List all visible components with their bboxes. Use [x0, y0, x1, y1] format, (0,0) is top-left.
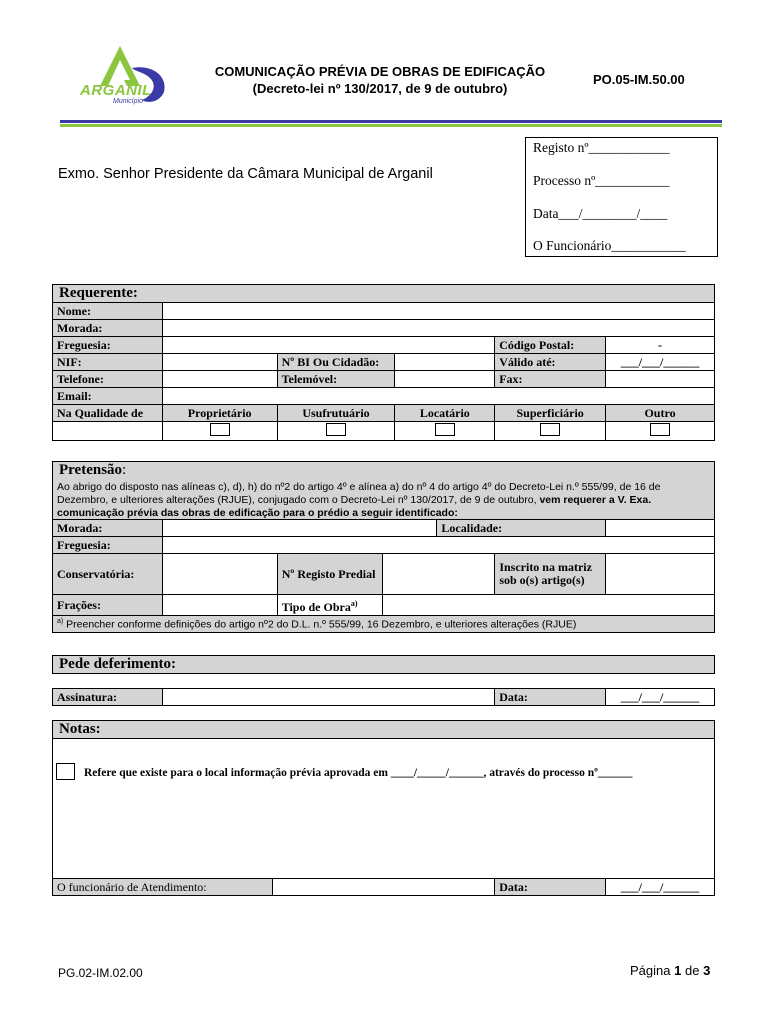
label-tipo-obra: Tipo de Obra [281, 600, 351, 614]
registry-box [525, 137, 718, 257]
label-morada: Morada: [53, 320, 163, 337]
note-sup: a) [57, 617, 64, 625]
document-code: PO.05-IM.50.00 [593, 72, 685, 87]
page-current: 1 [674, 963, 682, 978]
notas-table [52, 878, 715, 896]
pretensao-text-b: vem requerer a V. Exa. comunicação prévia das obras de edificação para o prédio a seguir identificado: [57, 494, 652, 519]
input-conservatoria[interactable] [162, 554, 277, 595]
header-divider-blue [60, 120, 722, 123]
input-telefone[interactable] [162, 371, 277, 388]
label-localidade: Localidade: [437, 520, 606, 537]
input-inscrito[interactable] [606, 554, 715, 595]
input-morada[interactable] [162, 320, 714, 337]
label-email: Email: [53, 388, 163, 405]
input-pret-morada[interactable] [162, 520, 436, 537]
input-fax[interactable] [606, 371, 715, 388]
input-funcionario[interactable] [272, 879, 495, 896]
page-prefix: Página [630, 963, 671, 978]
checkbox-outro[interactable] [650, 423, 670, 436]
pretensao-title: Pretensão [59, 462, 123, 478]
salutation: Exmo. Senhor Presidente da Câmara Municipal de Arganil [58, 166, 433, 182]
checkbox-usufrutuario[interactable] [326, 423, 346, 436]
footer-code: PG.02-IM.02.00 [58, 966, 143, 980]
option-label-locatario: Locatário [395, 405, 495, 422]
input-pret-freguesia[interactable] [162, 537, 714, 554]
label-qualidade: Na Qualidade de [53, 405, 163, 422]
label-pret-morada: Morada: [53, 520, 163, 537]
input-telemovel[interactable] [395, 371, 495, 388]
qualidade-blank [53, 422, 163, 441]
input-freguesia[interactable] [162, 337, 494, 354]
input-email[interactable] [162, 388, 714, 405]
pretensao-text [57, 481, 710, 520]
pretensao-note: Preencher conforme definições do artigo nº2 do D.L. n.º 555/99, 16 Dezembro, e ulteriores alterações (RJUE) [63, 618, 577, 631]
requerente-table [52, 302, 715, 441]
input-registo-predial[interactable] [382, 554, 495, 595]
checkbox-proprietario[interactable] [210, 423, 230, 436]
deferimento-title: Pede deferimento: [59, 656, 177, 672]
checkbox-locatario[interactable] [435, 423, 455, 436]
option-label-usufrutuario: Usufrutuário [277, 405, 395, 422]
page-of: de [684, 963, 700, 978]
input-valido[interactable]: ___/___/______ [606, 354, 715, 371]
registry-funcionario: O Funcionário___________ [533, 238, 686, 253]
requerente-header [52, 284, 715, 303]
label-registo-predial: Nº Registo Predial [277, 554, 382, 595]
checkbox-informacao-previa[interactable] [56, 763, 75, 780]
option-label-outro: Outro [606, 405, 715, 422]
document-title: COMUNICAÇÃO PRÉVIA DE OBRAS DE EDIFICAÇÃO [214, 64, 546, 79]
header-divider-green [60, 124, 722, 127]
input-deferimento-data[interactable]: ___/___/______ [606, 689, 715, 706]
notas-title: Notas: [59, 721, 101, 737]
input-bi[interactable] [395, 354, 495, 371]
label-nome: Nome: [53, 303, 163, 320]
input-tipo-obra[interactable] [382, 595, 714, 616]
pretensao-colon: : [122, 462, 127, 478]
pretensao-header [52, 461, 715, 520]
label-bi: Nº BI Ou Cidadão: [277, 354, 395, 371]
label-deferimento-data: Data: [495, 689, 606, 706]
registry-registo: Registo nº____________ [533, 140, 670, 155]
label-nif: NIF: [53, 354, 163, 371]
input-notas-data[interactable]: ___/___/______ [606, 879, 715, 896]
registry-data: Data___/________/____ [533, 206, 668, 221]
page-total: 3 [703, 963, 711, 978]
label-fracoes: Frações: [53, 595, 163, 616]
label-funcionario: O funcionário de Atendimento: [53, 879, 273, 896]
label-freguesia: Freguesia: [53, 337, 163, 354]
label-codigo-postal: Código Postal: [495, 337, 606, 354]
label-assinatura: Assinatura: [53, 689, 163, 706]
deferimento-header [52, 655, 715, 674]
label-valido: Válido até: [495, 354, 606, 371]
label-inscrito: Inscrito na matriz sob o(s) artigo(s) [495, 554, 606, 595]
document-subtitle: (Decreto-lei nº 130/2017, de 9 de outubro) [252, 81, 508, 96]
input-fracoes[interactable] [162, 595, 277, 616]
deferimento-table [52, 688, 715, 706]
label-pret-freguesia: Freguesia: [53, 537, 163, 554]
input-nome[interactable] [162, 303, 714, 320]
page-number [630, 963, 710, 978]
pretensao-text-a: Ao abrigo do disposto nas alíneas c), d), h) do nº2 do artigo 4º e alínea a) do nº 4 do artigo 4º do Decreto-Lei n.º 555/99, de 16 de Dezembro, e ulteriores alterações (RJUE), conjugado com o Decreto-Lei nº 130/2017, de 9 de outubro, [57, 481, 661, 506]
label-telemovel: Telemóvel: [277, 371, 395, 388]
label-fax: Fax: [495, 371, 606, 388]
label-notas-data: Data: [495, 879, 606, 896]
pretensao-table [52, 519, 715, 633]
option-label-proprietario: Proprietário [162, 405, 277, 422]
tipo-obra-sup: a) [350, 599, 358, 608]
notas-body [52, 738, 715, 879]
input-codigo-postal[interactable]: - [606, 337, 715, 354]
notas-header [52, 720, 715, 739]
input-nif[interactable] [162, 354, 277, 371]
input-localidade[interactable] [606, 520, 715, 537]
notas-text: Refere que existe para o local informação prévia aprovada em ____/_____/______, através do processo nº______ [84, 767, 633, 779]
label-conservatoria: Conservatória: [53, 554, 163, 595]
registry-processo: Processo nº___________ [533, 173, 670, 188]
option-label-superficiario: Superficiário [495, 405, 606, 422]
requerente-title: Requerente: [59, 285, 138, 301]
label-telefone: Telefone: [53, 371, 163, 388]
input-assinatura[interactable] [162, 689, 494, 706]
logo-subtext: Município [113, 98, 143, 105]
checkbox-superficiario[interactable] [540, 423, 560, 436]
logo-text: ARGANIL [80, 82, 152, 99]
